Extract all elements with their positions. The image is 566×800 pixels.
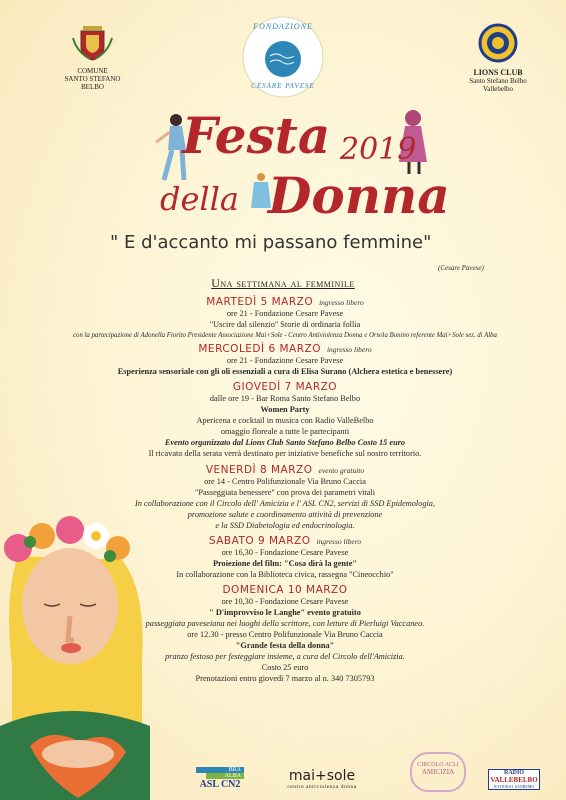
event-note: ingresso libero [326, 345, 372, 354]
radio-line3: NATIONAL SANREMO [493, 784, 535, 789]
subtitle: Una settimana al femminile [211, 276, 355, 290]
event-line: ore 16,30 - Fondazione Cesare Pavese [221, 548, 349, 557]
event-line: e la SSD Diabetologia ed endocrinologia. [215, 521, 355, 530]
comune-name: SANTO STEFANO BELBO [64, 75, 121, 91]
event-line: ore 21 - Fondazione Cesare Pavese [226, 309, 344, 318]
event-line: Esperienza sensoriale con gli oli essenziali a cura di Elisa Surano (Alchera estetica e benessere) [117, 367, 453, 376]
event-line: Evento organizzato dal Lions Club Santo Stefano Belbo Costo 15 euro [164, 438, 406, 447]
event-line: con la partecipazione di Adonella Fiorito Presidente Associazione Mai+Sole - Centro Antiviolenza Donna e Orsola Bonino referente Mai+Sole sez. di Alba [73, 332, 497, 339]
event-line: Apericena e cocktail in musica con Radio ValleBelbo [196, 416, 374, 425]
event-line: promozione salute e coordinamento attività di prevenzione [187, 510, 383, 519]
asl-bra: BRA [196, 767, 244, 773]
maisole-sub: centro antiviolenza donna [287, 784, 357, 790]
event-line: " D'improvviso le Langhe" evento gratuito [209, 608, 361, 617]
event-note: ingresso libero [319, 298, 364, 307]
fondazione-bottom-text: CESARE PAVESE [251, 82, 315, 90]
event-day [20, 296, 550, 308]
event-line: Prenotazioni entro giovedì 7 marzo al n. 340 7305793 [195, 674, 375, 683]
event-line: Il ricavato della serata verrà destinato per iniziative benefiche sul nostro territorio. [148, 449, 422, 458]
event-line: In collaborazione con il Circolo dell' Amicizia e l' ASL CN2, servizi di SSD Epidemologia, [134, 499, 436, 508]
event-line: In collaborazione con la Biblioteca civica, rassegna "Cineocchio" [176, 570, 394, 579]
radio-logo [488, 769, 540, 790]
event-day-label: DOMENICA 10 MARZO [222, 584, 348, 596]
comune-crest-icon [55, 20, 130, 62]
event-block [20, 296, 550, 341]
asl-name: ASL CN2 [199, 779, 241, 790]
event-line: ore 10,30 - Fondazione Cesare Pavese [221, 597, 349, 606]
asl-logo [196, 767, 244, 790]
event-line: pranzo festoso per festeggiare insieme, a cura del Circolo dell'Amicizia. [165, 652, 405, 661]
title-festa: Festa [182, 106, 331, 165]
event-line: ore 14 - Centro Polifunzionale Via Bruno Caccia [204, 477, 366, 486]
title-year: 2019 [340, 132, 417, 167]
event-day [20, 381, 550, 393]
quote: " E d'accanto mi passano femmine" [110, 232, 432, 253]
event-line: ore 21 - Fondazione Cesare Pavese [226, 356, 344, 365]
event-block [20, 381, 550, 459]
lions-logo [456, 22, 540, 93]
event-day-label: MERCOLEDÌ 6 MARZO [198, 343, 321, 355]
woman-illustration-icon [0, 496, 150, 800]
maisole-logo [280, 768, 364, 790]
asl-alba: ALBA [206, 773, 244, 779]
event-line: Women Party [260, 405, 310, 414]
lions-line2: Santo Stefano Belbo [469, 77, 527, 85]
radio-line2: VALLEBELBO [490, 776, 538, 784]
event-line: passeggiata paveseiana nei luoghi dello scrittore, con letture di Pierluigi Vaccaneo. [145, 619, 425, 628]
event-day-label: MARTEDÌ 5 MARZO [206, 296, 314, 308]
comune-logo [55, 20, 130, 91]
event-line: "Passeggiata benessere" con prova dei parametri vitali [194, 488, 376, 497]
comune-label: COMUNE [77, 67, 108, 75]
event-note: evento gratuito [318, 466, 365, 475]
event-note: ingresso libero [316, 537, 362, 546]
circolo-line1: CIRCOLO ACLI [417, 762, 459, 768]
event-day [20, 343, 550, 355]
maisole-name: mai+sole [288, 768, 356, 784]
quote-author: (Cesare Pavese) [438, 264, 484, 272]
fondazione-top-text: FONDAZIONE [253, 22, 313, 31]
event-line: "Grande festa della donna" [235, 641, 335, 650]
event-line: Proiezione del film: "Cosa dirà la gente" [212, 559, 358, 568]
lions-emblem-icon [456, 22, 540, 64]
event-day-label: GIOVEDÌ 7 MARZO [232, 381, 338, 393]
lions-label: LIONS CLUB [473, 68, 523, 77]
event-day [20, 464, 550, 476]
event-block [20, 343, 550, 377]
circolo-line2: AMICIZIA [421, 768, 455, 776]
fondazione-logo [240, 14, 326, 100]
lions-line3: Vallebelbo [483, 85, 513, 93]
title-donna: Donna [268, 166, 450, 225]
event-line: ore 12.30 - presso Centro Polifunzionale Via Bruno Caccia [187, 630, 383, 639]
event-line: omaggio floreale a tutte le partecipanti [220, 427, 350, 436]
event-line: dalle ore 19 - Bar Roma Santo Stefano Belbo [209, 394, 361, 403]
event-line: "Uscire dal silenzio" Storie di ordinaria follia [209, 320, 361, 329]
event-day-label: SABATO 9 MARZO [208, 535, 311, 547]
title-della: della [160, 180, 239, 218]
radio-line1: RADIO [503, 770, 524, 776]
event-line: Costo 25 euro [261, 663, 309, 672]
event-day-label: VENERDÌ 8 MARZO [205, 464, 313, 476]
circolo-logo [410, 752, 466, 792]
